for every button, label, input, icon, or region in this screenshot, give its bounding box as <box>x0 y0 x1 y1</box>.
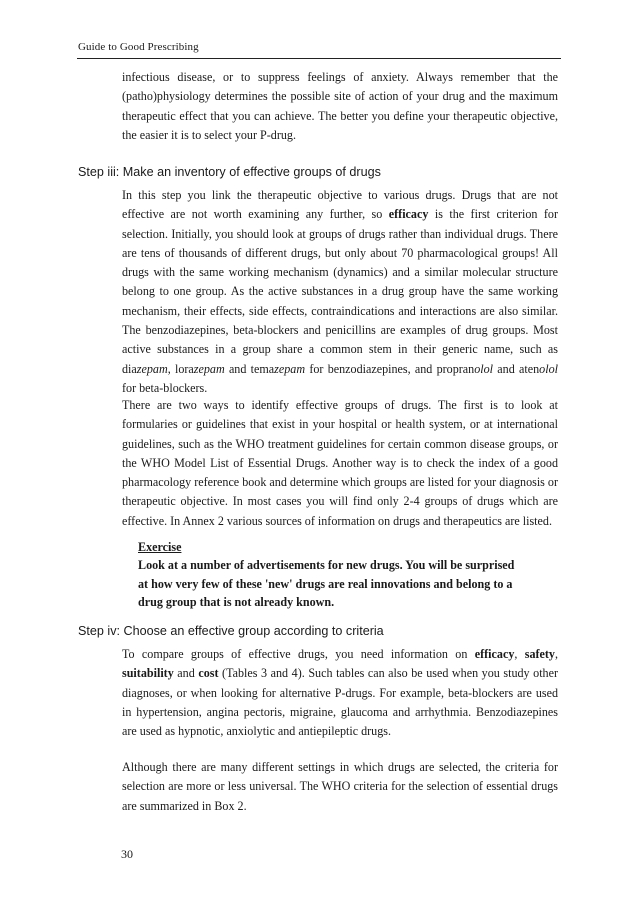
exercise-title: Exercise <box>138 540 182 554</box>
page-number: 30 <box>121 847 133 861</box>
step-iii-paragraph-1: In this step you link the therapeutic objective to various drugs. Drugs that are not effective are not worth examining any further, so efficacy is the first criterion for selection. Initially, you should look at groups of drugs rather than individual drugs. There are tens of thousands of different drugs, but only about 70 pharmacological groups! All drugs with the same working mechanism (dynamics) and a similar molecular structure belong to one group. As the active substances in a drug group have the same working mechanism, their effects, side effects, contraindications and interactions are also similar. The benzodiazepines, beta-blockers and penicillins are examples of drug groups. Most active substances in a group share a common stem in their generic name, such as diazepam, lorazepam and temazepam for benzodiazepines, and propranolol and atenolol for beta-blockers. <box>122 188 558 395</box>
step-iv-paragraph-2: Although there are many different settings in which drugs are selected, the criteria for selection are more or less universal. The WHO criteria for the selection of essential drugs are summarized in Box 2. <box>122 760 558 813</box>
step-iii-heading: Step iii: Make an inventory of effective groups of drugs <box>78 165 381 179</box>
step-iv-paragraph-1: To compare groups of effective drugs, you need information on efficacy, safety, suitability and cost (Tables 3 and 4). Such tables can also be used when you study other diagnoses, or when looking for alternative P-drugs. For example, beta-blockers are used in hypertension, angina pectoris, migraine, glaucoma and arrhythmia. Benzodiazepines are used as hypnotic, anxiolytic and antiepileptic drugs. <box>122 647 559 739</box>
efficacy-term: efficacy <box>388 207 429 222</box>
header-rule <box>77 58 561 59</box>
exercise-box <box>138 538 518 611</box>
intro-paragraph: infectious disease, or to suppress feelings of anxiety. Always remember that the (patho)physiology determines the possible site of action of your drug and the maximum therapeutic effect that you can achieve. The better you define your therapeutic objective, the easier it is to select your P-drug. <box>122 70 558 142</box>
running-header: Guide to Good Prescribing <box>78 41 199 53</box>
step-iv-heading: Step iv: Choose an effective group according to criteria <box>78 624 384 638</box>
step-iii-paragraph-2: There are two ways to identify effective groups of drugs. The first is to look at formularies or guidelines that exist in your hospital or health system, or at international guidelines, such as the WHO treatment guidelines for certain common disease groups, or the WHO Model List of Essential Drugs. Another way is to check the index of a good pharmacology reference book and determine which groups are listed for your diagnosis or therapeutic objective. In most cases you will find only 2-4 groups of drugs which are effective. In Annex 2 various sources of information on drugs and therapeutics are listed. <box>122 398 558 528</box>
exercise-text: Look at a number of advertisements for new drugs. You will be surprised at how very few of these 'new' drugs are real innovations and belong to a drug group that is not already known. <box>138 558 515 609</box>
